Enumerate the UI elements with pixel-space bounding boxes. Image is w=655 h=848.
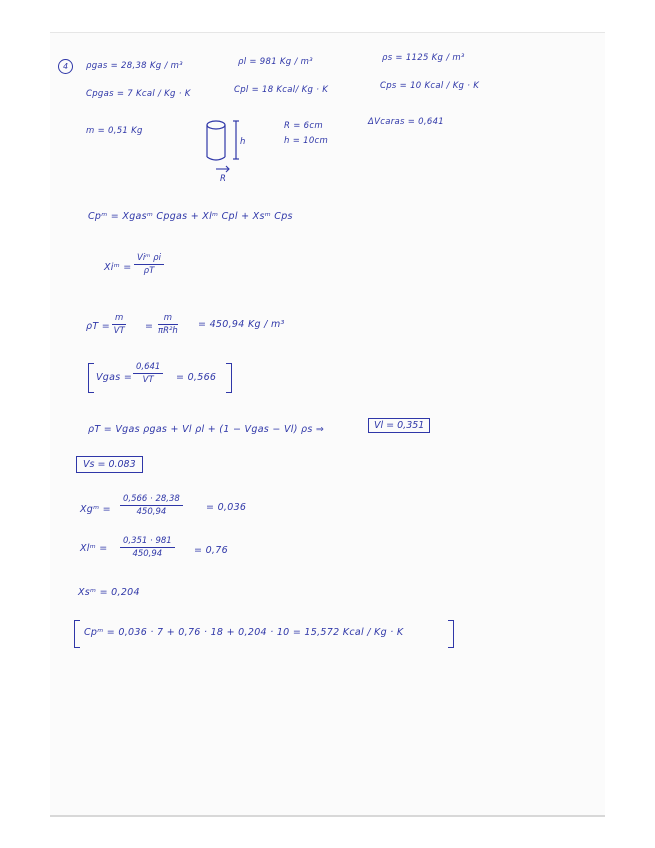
problem-number-circle: 4 bbox=[58, 59, 73, 74]
vgas-result: = 0,566 bbox=[176, 372, 217, 383]
xl-result: = 0,76 bbox=[194, 545, 228, 556]
cp-solid: Cps = 10 Kcal / Kg · K bbox=[380, 81, 480, 91]
cylinder-sketch bbox=[202, 117, 262, 192]
rho-total-result: = 450,94 Kg / m³ bbox=[198, 319, 285, 330]
final-cp-result: Cpᵐ = 0,036 · 7 + 0,76 · 18 + 0,204 · 10 = 15,572 Kcal / Kg · K bbox=[84, 627, 404, 638]
vgas-fraction: $\frac{0,641}{VT}$ bbox=[133, 362, 163, 385]
xl-lhs: Xlᵐ = bbox=[80, 543, 108, 554]
height-value: h = 10cm bbox=[284, 136, 329, 146]
rho-equals: = bbox=[145, 321, 154, 332]
rho-total-lhs: ρT = bbox=[86, 321, 111, 332]
rho-solid: ρs = 1125 Kg / m³ bbox=[382, 53, 465, 63]
vgas-lhs: Vgas = bbox=[96, 372, 133, 383]
xs-value: Xsᵐ = 0,204 bbox=[78, 587, 140, 598]
vgas-box-right bbox=[226, 363, 232, 393]
final-box-left bbox=[74, 620, 80, 648]
cp-mixture-equation: Cpᵐ = Xgasᵐ Cpgas + Xlᵐ Cpl + Xsᵐ Cps bbox=[88, 211, 293, 222]
rho-total-expansion: ρT = Vgas ρgas + Vl ρl + (1 − Vgas − Vl) ρs ⇒ bbox=[88, 424, 325, 435]
xg-lhs: Xgᵐ = bbox=[80, 504, 111, 515]
rho-gas: ρgas = 28,38 Kg / m³ bbox=[86, 61, 183, 71]
final-box-right bbox=[448, 620, 454, 648]
delta-volume: ΔVcaras = 0,641 bbox=[368, 117, 445, 127]
radius-marker: R bbox=[220, 174, 227, 184]
xi-fraction: Viᵐ ρi ρT bbox=[134, 253, 164, 276]
rho-fraction-1: $\frac{m}{VT}$ bbox=[113, 313, 125, 336]
cp-gas: Cpgas = 7 Kcal / Kg · K bbox=[86, 89, 191, 99]
rho-liquid: ρl = 981 Kg / m³ bbox=[238, 57, 313, 67]
xi-lhs: Xiᵐ = bbox=[104, 262, 132, 273]
vgas-box-left bbox=[88, 363, 94, 393]
cp-liquid: Cpl = 18 Kcal/ Kg · K bbox=[234, 85, 329, 95]
height-marker: h bbox=[240, 137, 246, 147]
mass-value: m = 0,51 Kg bbox=[86, 126, 143, 136]
radius-value: R = 6cm bbox=[284, 121, 323, 131]
rho-fraction-2: $\frac{m}{\text{πR²h}}$ bbox=[158, 313, 178, 336]
xg-fraction: $\frac{0,566 \cdot 28,38}{450,94}$ bbox=[120, 494, 183, 517]
vs-box: Vs = 0.083 bbox=[76, 456, 143, 473]
vl-box: Vl = 0,351 bbox=[368, 418, 430, 433]
xl-fraction: $\frac{0,351 \cdot 981}{450,94}$ bbox=[120, 536, 175, 559]
xg-result: = 0,036 bbox=[206, 502, 247, 513]
